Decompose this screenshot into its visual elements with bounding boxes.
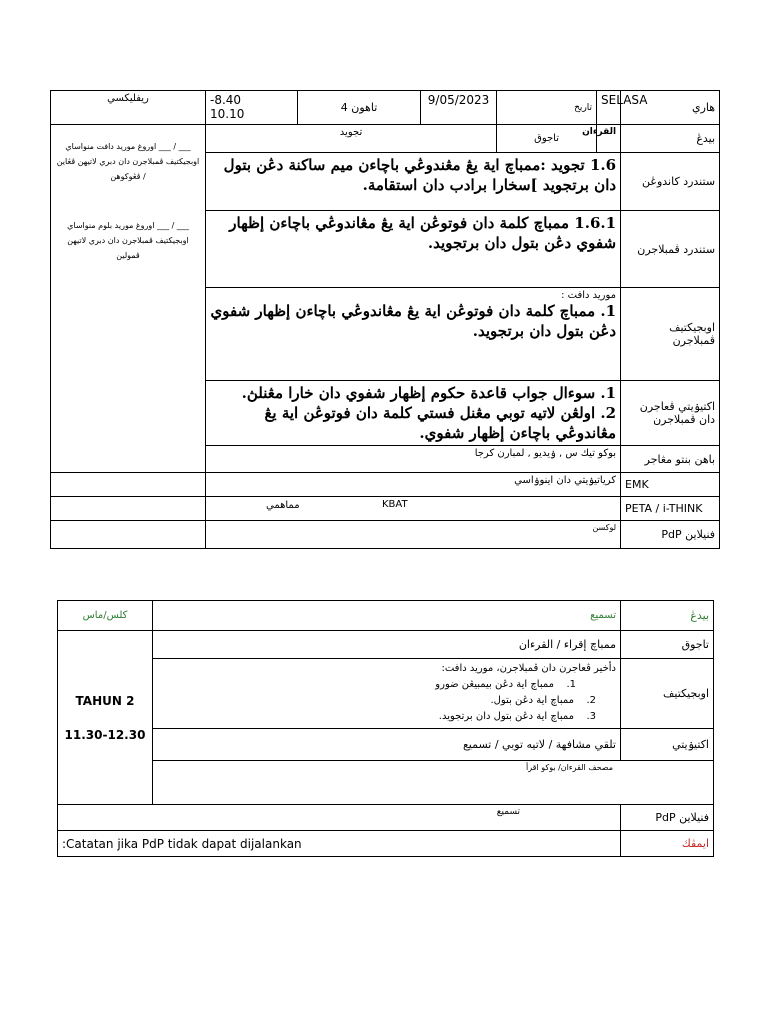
standard-kandungan-label: ستندرد کاندوڠن xyxy=(621,153,720,211)
aktiviti-2: 2. اولڠن لاتيه توبي مڠنل فستي كلمة دان فوتوڠن اية يڠ مڠاندوڠي باچاءن إظهار شفوي. xyxy=(264,404,617,442)
emk-left-blank xyxy=(51,473,206,497)
emk-label: EMK xyxy=(621,473,720,497)
objektif-text-1: ممباچ اية دڠن بيمبيڠن ضورو xyxy=(435,679,554,690)
kelas-label: كلس/ماس xyxy=(58,601,153,631)
bidang-value: القرءان xyxy=(597,125,621,153)
objektif-cell xyxy=(206,288,621,381)
objektif-item-1 xyxy=(157,677,616,693)
bidang-label: بيدڠ xyxy=(621,125,720,153)
tahun-label: TAHUN 2 xyxy=(75,693,135,708)
reflection-text-1: ___ / ___ اوروغ موريد دافت منواساي اوبجيکتيف ڤمبلاجرن دان دبري لاتيهن ڤڠاين / ڤڠوکوهن xyxy=(56,142,200,181)
impak-label: ايمڤك xyxy=(621,831,714,857)
aktiviti-1: 1. سوءال جواب قاعدة حكوم إظهار شفوي دان خارا مڠنلڽ. xyxy=(241,384,617,402)
pdp-value-2: تسميع xyxy=(58,805,621,831)
tajuk-value-2: ممباچ إقراء / القرءان xyxy=(153,631,621,659)
kbat-label: KBAT xyxy=(382,499,408,510)
bidang-value-2: تسميع xyxy=(153,601,621,631)
objektif-num-1: 1. xyxy=(566,679,576,690)
standard-pembelajaran-value: 1.6.1 ممباچ كلمة دان فوتوڠن اية يڠ مڠاندوڠي باچاءن إظهار شفوي دڠن بتول دان برتجويد. xyxy=(206,211,621,288)
day-cell: SELASA xyxy=(597,91,621,125)
peta-label: PETA / i-THINK xyxy=(621,497,720,521)
objektif-value: 1. ممباچ كلمة دان فوتوڠن اية يڠ مڠاندوڠي باچاءن إظهار شفوي دڠن بتول دان برتجويد. xyxy=(210,302,617,340)
aktiviti-label-2: اکتيۏيتي xyxy=(621,729,714,761)
pdp-label-2: فنيلاين PdP xyxy=(621,805,714,831)
peta-value-cell xyxy=(206,497,621,521)
pdp-label: فنيلاين PdP xyxy=(621,521,720,549)
peta-left-blank xyxy=(51,497,206,521)
tahun-cell xyxy=(58,631,153,805)
reflection-cell xyxy=(51,125,206,473)
emk-value: كرياتيۏيتي دان اينوۏاسي xyxy=(206,473,621,497)
lesson-plan-table-1 xyxy=(50,90,720,549)
pdp-left-blank xyxy=(51,521,206,549)
class-cell: تاهون 4 xyxy=(298,91,421,125)
aktiviti-cell xyxy=(206,381,621,446)
objektif-intro: موريد دافت : xyxy=(561,290,617,301)
standard-kandungan-value: 1.6 تجويد :ممباچ اية يڠ مڠندوڠي باچاءن ميم ساكنة دڠن بتول دان برتجويد ]سخارا برادب دان استقامة. xyxy=(206,153,621,211)
objektif-label-2: اوبجيکتيف xyxy=(621,659,714,729)
objektif-text-3: ممباچ اية دڠن بتول دان برتجويد. xyxy=(438,711,574,722)
aktiviti-label: اکتيۏيتي ڤعاجرن دان ڤمبلاجرن xyxy=(621,381,720,446)
aktiviti-value-2: تلقي مشافهة / لاتيه توبي / تسميع xyxy=(153,729,621,761)
objektif-intro-2: دأخير ڤعاجرن دان ڤمبلاجرن، موريد دافت: xyxy=(441,663,616,674)
bbm-label: باهن بنتو مڠاجر xyxy=(621,446,720,473)
objektif-num-3: 3. xyxy=(586,711,596,722)
time-line1: -8.40 xyxy=(210,93,242,107)
standard-pembelajaran-label: ستندرد ڤمبلاجرن xyxy=(621,211,720,288)
catatan-text: :Catatan jika PdP tidak dapat dijalankan xyxy=(58,831,621,857)
tajuk-label-2: تاجوق xyxy=(621,631,714,659)
objektif-item-2 xyxy=(157,693,616,709)
tajuk-label: تاجوق xyxy=(497,125,597,153)
reflection-header: ريفليكسي xyxy=(51,91,206,125)
objektif-item-3 xyxy=(157,709,616,725)
bbm-value: بوكو تيك س , ۏيديو , لمبارن كرجا xyxy=(206,446,621,473)
reflection-text-2: ___ / ___ اوروغ موريد بلوم منواساي اوبجيکتيف ڤمبلاجرن دان دبري لاتيهن ڤمولين xyxy=(67,221,189,260)
pdp-value: لوكسن xyxy=(206,521,621,549)
tahun-time: 11.30-12.30 xyxy=(64,727,146,742)
objektif-label: اوبجيکتيف ڤمبلاجرن xyxy=(621,288,720,381)
objektif-text-2: ممباچ اية دڠن بتول. xyxy=(490,695,574,706)
tarikh-label: تاريخ xyxy=(497,91,597,125)
date-cell: 9/05/2023 xyxy=(421,91,497,125)
lesson-plan-table-2 xyxy=(57,600,714,857)
bidang-label-2: بيدڠ xyxy=(621,601,714,631)
kbat-value: مماهمي xyxy=(266,500,300,511)
tajuk-value: تجويد xyxy=(206,125,497,153)
time-line2: 10.10 xyxy=(210,107,245,121)
hari-label: هاري xyxy=(621,91,720,125)
objektif-cell-2 xyxy=(153,659,621,729)
objektif-num-2: 2. xyxy=(586,695,596,706)
time-cell xyxy=(206,91,298,125)
bbm-value-2: مصحف القرءان/ بوكو اقرأ xyxy=(153,761,714,805)
